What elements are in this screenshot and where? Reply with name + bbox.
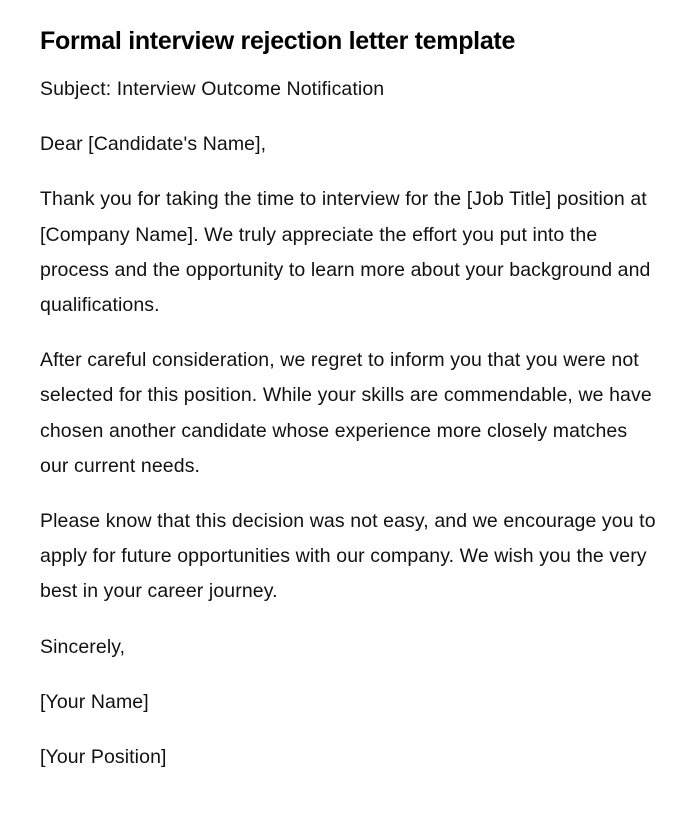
document-title: Formal interview rejection letter template: [40, 27, 516, 55]
signature-position: [Your Position]: [40, 746, 167, 769]
salutation: Dear [Candidate's Name],: [40, 133, 267, 156]
subject-line: Subject: Interview Outcome Notification: [40, 78, 385, 100]
closing: Sincerely,: [40, 635, 126, 658]
body-paragraph-2: After careful consideration, we regret to inform you that you were not selected for this position. While your skills are commendable, we have chosen another candidate whose experience more closely matches our current needs.: [40, 349, 652, 477]
signature-name: [Your Name]: [40, 690, 149, 713]
body-paragraph-1: Thank you for taking the time to interview for the [Job Title] position at [Company Name]. We truly appreciate the effort you put into the process and the opportunity to learn more about your background and qualifications.: [40, 188, 651, 317]
body-paragraph-3: Please know that this decision was not easy, and we encourage you to apply for future opportunities with our company. We wish you the very best in your career journey.: [40, 510, 656, 603]
